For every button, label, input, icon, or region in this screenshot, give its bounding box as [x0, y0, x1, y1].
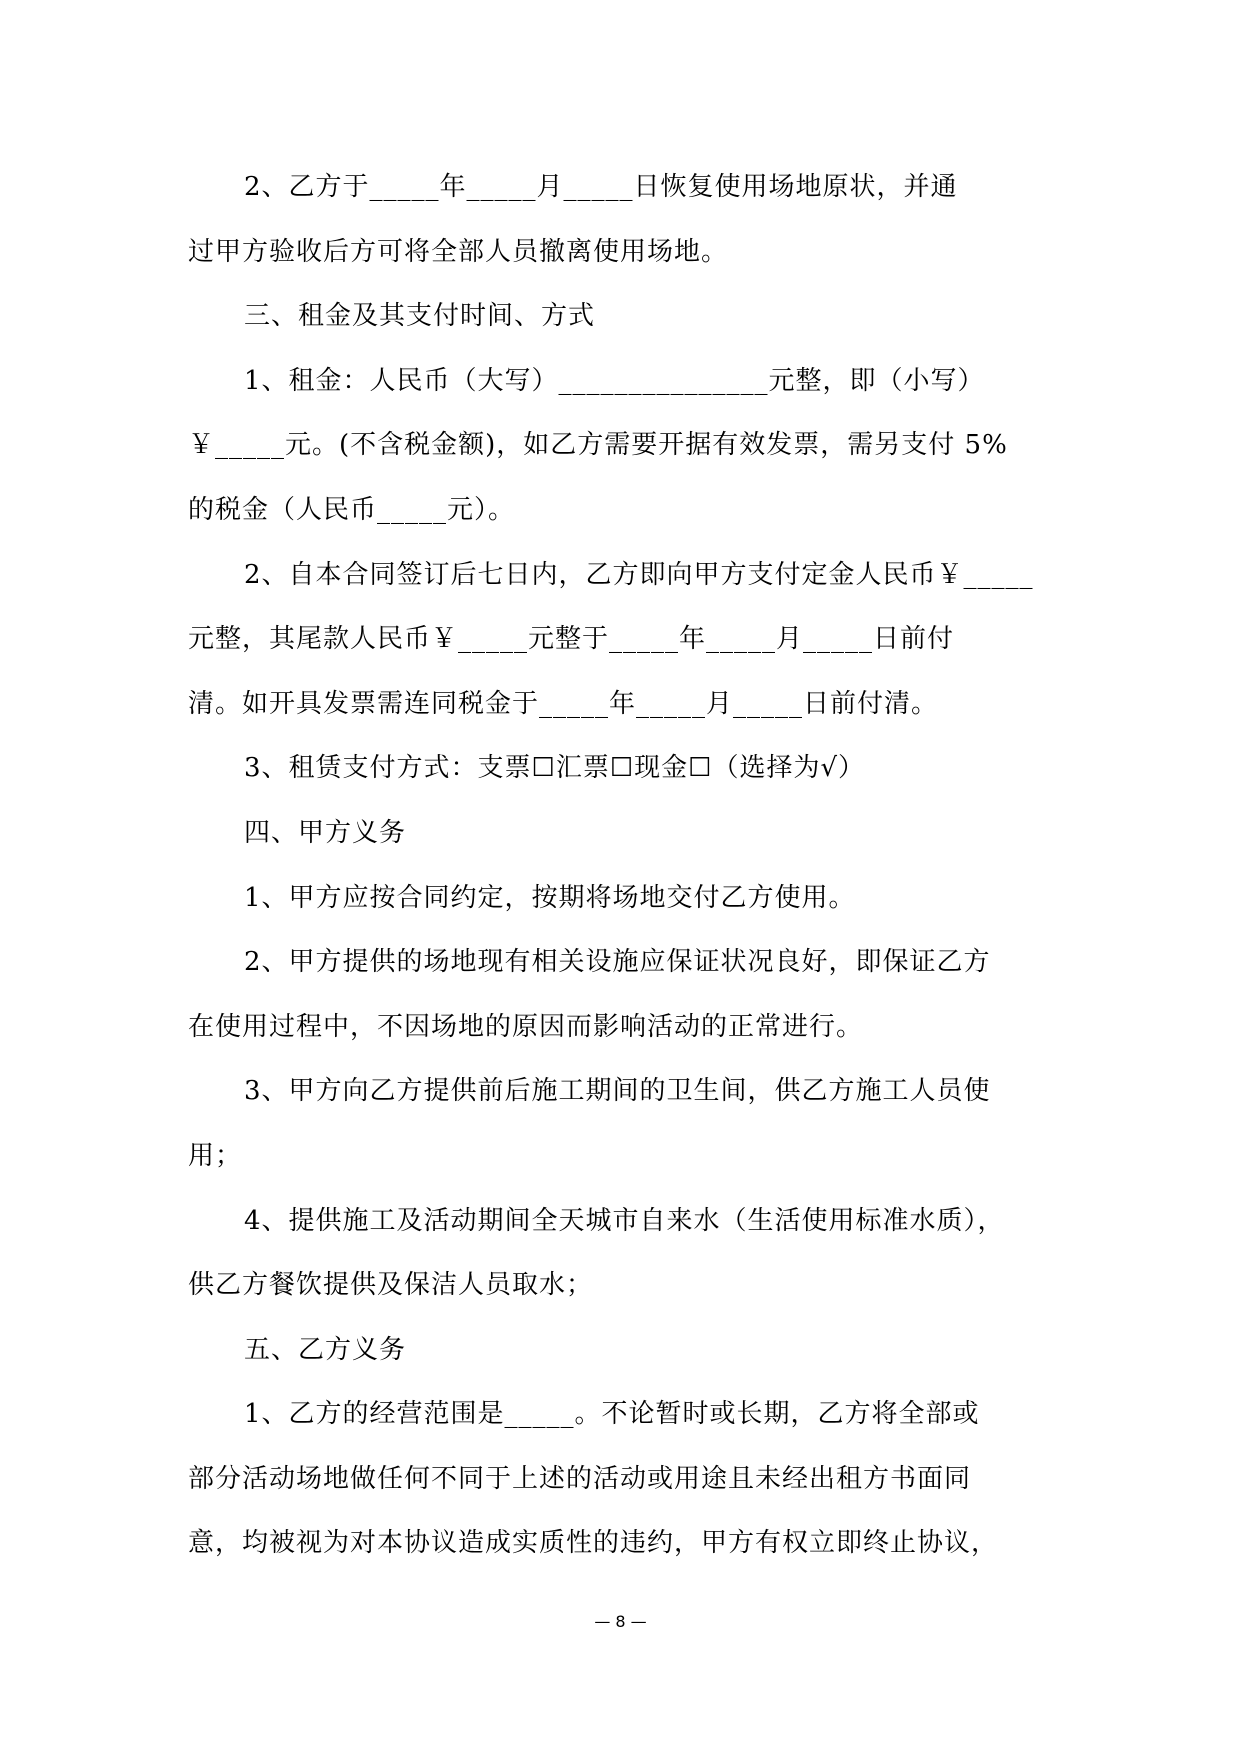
- text-line: 4、提供施工及活动期间全天城市自来水（生活使用标准水质），: [244, 1205, 1005, 1236]
- text-line: 1、甲方应按合同约定，按期将场地交付乙方使用。: [244, 882, 856, 913]
- text-line: 2、自本合同签订后七日内，乙方即向甲方支付定金人民币￥_____: [244, 559, 1034, 590]
- text-line: 供乙方餐饮提供及保洁人员取水；: [188, 1270, 594, 1301]
- text-line: 部分活动场地做任何不同于上述的活动或用途且未经出租方书面同: [188, 1463, 972, 1494]
- text-line: 用；: [188, 1140, 243, 1171]
- body-text: [188, 155, 1053, 1576]
- section-heading: 四、甲方义务: [244, 817, 407, 848]
- text-line: 2、乙方于_____年_____月_____日恢复使用场地原状，并通: [244, 172, 958, 202]
- text-line: 在使用过程中，不因场地的原因而影响活动的正常进行。: [188, 1011, 864, 1042]
- page-number: — 8 —: [594, 1612, 647, 1631]
- text-line: 1、乙方的经营范围是_____。不论暂时或长期，乙方将全部或: [244, 1399, 980, 1430]
- text-line: 清。如开具发票需连同税金于_____年_____月_____日前付清。: [188, 688, 939, 719]
- text-line: 1、租金：人民币（大写）_______________元整，即（小写）: [244, 365, 985, 396]
- text-line: 过甲方验收后方可将全部人员撤离使用场地。: [188, 236, 729, 267]
- text-line: 意，均被视为对本协议造成实质性的违约，甲方有权立即终止协议，: [188, 1528, 999, 1559]
- section-heading: 三、租金及其支付时间、方式: [244, 301, 596, 332]
- text-line: 元整，其尾款人民币￥_____元整于_____年_____月_____日前付: [188, 624, 955, 655]
- text-line: 2、甲方提供的场地现有相关设施应保证状况良好，即保证乙方: [244, 947, 991, 978]
- text-line: 3、甲方向乙方提供前后施工期间的卫生间，供乙方施工人员使: [244, 1076, 991, 1107]
- text-line: 3、租赁支付方式：支票☐汇票☐现金☐（选择为√）: [244, 753, 866, 784]
- text-line: ￥_____元。(不含税金额)，如乙方需要开据有效发票，需另支付 5%: [188, 430, 1008, 461]
- section-heading: 五、乙方义务: [244, 1334, 407, 1365]
- text-line: 的税金（人民币_____元）。: [188, 494, 516, 525]
